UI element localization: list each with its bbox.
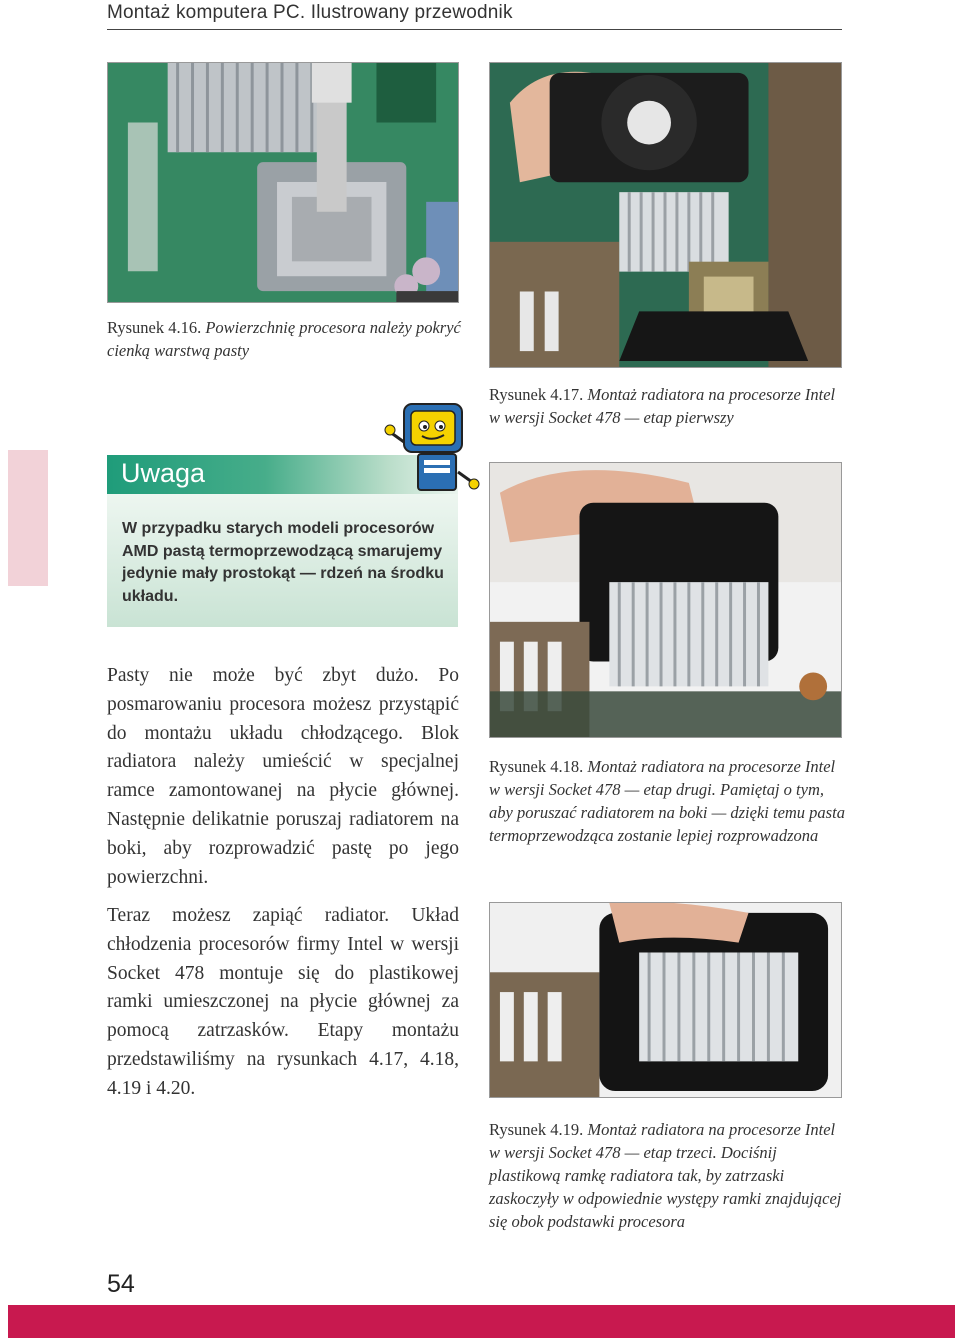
figure-caption-text: Montaż radiatora na procesorze Intel w wersji Socket 478 — etap trzeci. Dociśnij plastikową ramkę radiatora tak, by zatrzaski zaskoczyły w odpowiednie występy ramki znajdującej się obok podstawki procesora	[489, 1120, 842, 1231]
figure-number: Rysunek 4.18.	[489, 757, 584, 776]
figure-number: Rysunek 4.17.	[489, 385, 584, 404]
figure-number: Rysunek 4.16.	[107, 318, 202, 337]
footer-bar	[8, 1305, 955, 1338]
figure-4-18-photo	[489, 462, 842, 738]
paragraph-1: Pasty nie może być zbyt dużo. Po posmarowaniu procesora możesz przystąpić do montażu układu chłodzącego. Blok radiatora należy umieścić w specjalnej ramce zamontowanej na płycie głównej. Następnie delikatnie poruszaj radiatorem na boki, aby rozprowadzić pastę po jego powierzchni.	[107, 665, 459, 888]
note-text: W przypadku starych modeli procesorów AMD pastą termoprzewodzącą smarujemy jedynie mały prostokąt — rdzeń na środku układu.	[122, 520, 444, 605]
page-number: 54	[107, 1270, 135, 1298]
figure-4-19-caption	[489, 1118, 849, 1233]
note-body	[107, 494, 458, 627]
figure-4-16-caption	[107, 316, 467, 362]
figure-4-16-photo	[107, 62, 459, 303]
note-title: Uwaga	[121, 458, 206, 488]
figure-caption-text: Montaż radiatora na procesorze Intel w wersji Socket 478 — etap drugi. Pamiętaj o tym, aby poruszać radiatorem na boki — dzięki temu pasta termoprzewodząca zostanie lepiej rozprowadzona	[489, 757, 845, 845]
figure-number: Rysunek 4.19.	[489, 1120, 584, 1139]
paragraph-2: Teraz możesz zapiąć radiator. Układ chłodzenia procesorów firmy Intel w wersji Socket 478 montuje się do plastikowej ramki umieszczonej na płycie głównej za pomocą zatrzasków. Etapy montażu przedstawiliśmy na rysunkach 4.17, 4.18, 4.19 i 4.20.	[107, 905, 459, 1099]
figure-4-18-caption	[489, 755, 849, 847]
figure-caption-text: Montaż radiatora na procesorze Intel w wersji Socket 478 — etap pierwszy	[489, 385, 836, 427]
running-header	[107, 0, 842, 30]
book-title: Montaż komputera PC. Ilustrowany przewodnik	[107, 2, 513, 23]
side-tab-marker	[8, 450, 48, 586]
figure-4-17-photo	[489, 62, 842, 368]
figure-4-17-caption	[489, 383, 849, 429]
figure-caption-text: Powierzchnię procesora należy pokryć cienką warstwą pasty	[107, 318, 461, 360]
computer-mascot-icon	[384, 402, 480, 498]
figure-4-19-photo	[489, 902, 842, 1098]
